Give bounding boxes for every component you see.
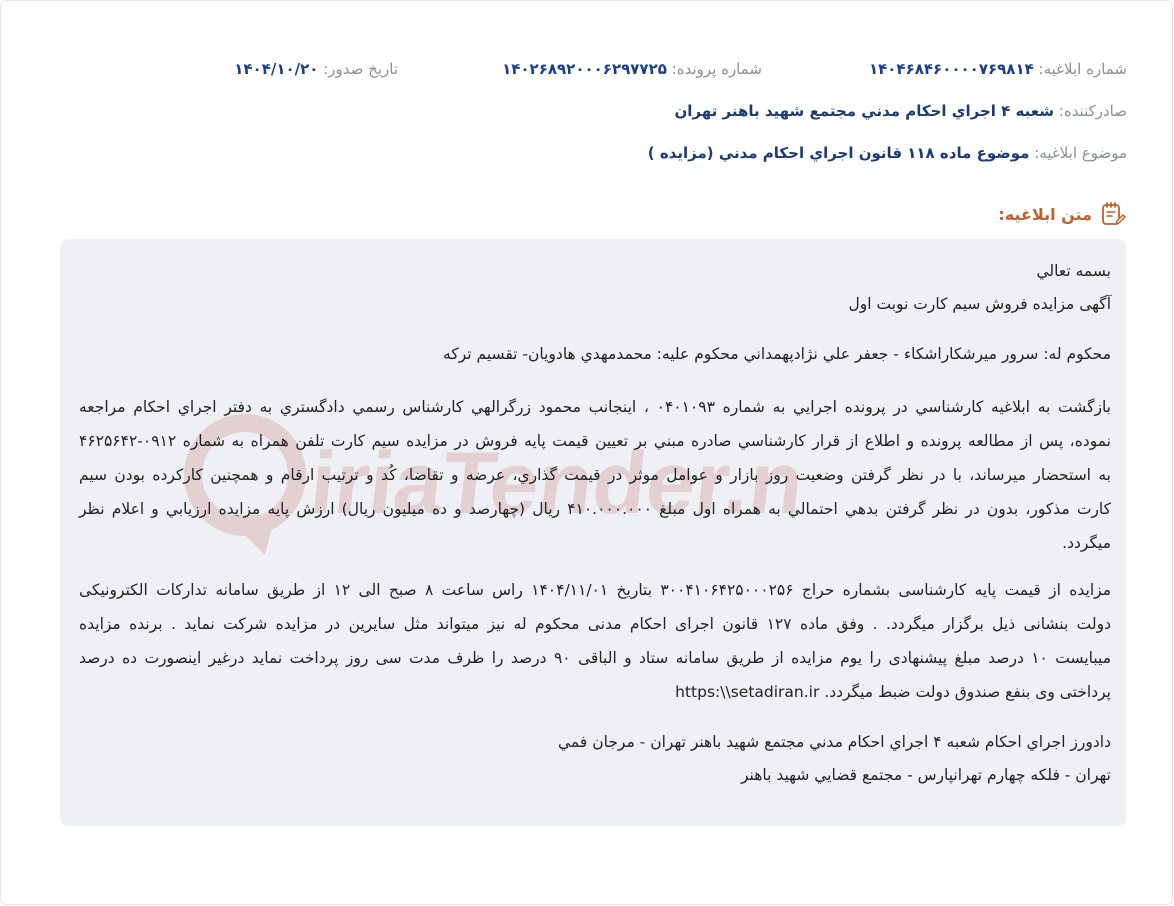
body-paragraph-1 xyxy=(79,390,1111,560)
paragraph-2-line: میبایست ۱۰ درصد مبلغ پیشنهادی را یوم مزایده از طریق سامانه ستاد و الباقی ۹۰ درصد را ظرف مدت سی روز پرداخت نماید درغیر اینصورت ده درصد xyxy=(79,649,1112,667)
notice-text-heading xyxy=(998,201,1126,227)
case-number-label: شماره پرونده: xyxy=(671,60,762,78)
document-edit-icon xyxy=(1100,201,1126,227)
notice-number-field xyxy=(869,60,1127,78)
issue-date-field xyxy=(234,60,398,78)
body-address: تهران - فلکه چهارم تهرانپارس - مجتمع قضايي شهيد باهنر xyxy=(741,766,1111,784)
case-number-field xyxy=(502,60,762,78)
subject-value: موضوع ماده ۱۱۸ قانون اجراي احکام مدني (مزايده ) xyxy=(647,144,1030,162)
body-greeting: بسمه تعالي xyxy=(1036,262,1111,280)
paragraph-1-line: به استحضار ميرساند، با در نظر گرفتن وضعيت روز بازار و عوامل موثر در قيمت گذاري، عرضه و تقاضا، کُد و ترتيب ارقام و همچنين کارکرده بودن سيم xyxy=(79,466,1111,484)
subject-label: موضوع ابلاغیه: xyxy=(1034,144,1127,162)
issuer-label: صادرکننده: xyxy=(1058,102,1127,120)
issue-date-label: تاریخ صدور: xyxy=(323,60,398,78)
notice-number-label: شماره ابلاغیه: xyxy=(1038,60,1127,78)
case-number-value: ۱۴۰۲۶۸۹۲۰۰۰۶۲۹۷۷۲۵ xyxy=(502,60,667,78)
notice-number-value: ۱۴۰۴۶۸۴۶۰۰۰۰۷۶۹۸۱۴ xyxy=(868,60,1034,78)
paragraph-2-line: پرداختی وی بنفع صندوق دولت ضبط میگردد. https:\\setadiran.ir xyxy=(675,683,1111,701)
paragraph-2-line: دولت بنشانی ذیل برگزار میگردد. . وفق ماده ۱۲۷ قانون اجرای احکام مدنی محکوم له نیز میتواند مثل سایرین در مزایده شرکت نماید . برنده مزایده xyxy=(79,615,1112,633)
section-title: متن ابلاغیه: xyxy=(998,204,1092,224)
body-signer: دادورز اجراي احکام شعبه ۴ اجراي احکام مدني مجتمع شهيد باهنر تهران - مرجان فمي xyxy=(558,733,1111,751)
paragraph-1-line: ميگردد. xyxy=(1062,534,1111,552)
paragraph-1-line: کارت مذکور، بدون در نظر گرفتن بدهي احتمالي به همراه اول مبلغ ۴۱۰.۰۰۰.۰۰۰ ريال (چهارصد و ده ميليون ريال) ارزش پايه مزايده ارزيابي و اعلام نظر xyxy=(79,500,1111,518)
issuer-field xyxy=(674,102,1127,120)
paragraph-1-line: بازگشت به ابلاغيه کارشناسي در پرونده اجرايي به شماره ۰۴۰۱۰۹۳ ، اينجانب محمود زرگرالهي کارشناس رسمي دادگستري به دفتر اجراي احکام مراجعه xyxy=(79,398,1111,416)
body-title: آگهی مزايده فروش سيم کارت نوبت اول xyxy=(848,295,1111,313)
paragraph-2-line: مزایده از قیمت پایه کارشناسی بشماره حراج ۳۰۰۴۱۰۶۴۲۵۰۰۰۲۵۶ بتاریخ ۱۴۰۴/۱۱/۰۱ راس ساعت ۸ صبح الی ۱۲ از طریق سامانه تدارکات الکترونیکی xyxy=(79,581,1111,599)
issue-date-value: ۱۴۰۴/۱۰/۲۰ xyxy=(234,60,319,78)
paragraph-1-line: نموده، پس از مطالعه پرونده و اطلاع از قرار کارشناسي صادره مبني بر تعيين قيمت پايه فروش در مزايده سيم کارت تلفن همراه به شماره ۰۹۱۲-۴۶۲۵۶۴۲ xyxy=(79,432,1111,450)
body-parties: محکوم له: سرور ميرشکاراشکاء - جعفر علي نژادپهمداني محکوم عليه: محمدمهدي هادويان- تقسيم ترکه xyxy=(443,345,1111,363)
subject-field xyxy=(648,144,1127,162)
body-paragraph-2 xyxy=(79,573,1111,709)
issuer-value: شعبه ۴ اجراي احکام مدني مجتمع شهيد باهنر تهران xyxy=(674,102,1054,120)
